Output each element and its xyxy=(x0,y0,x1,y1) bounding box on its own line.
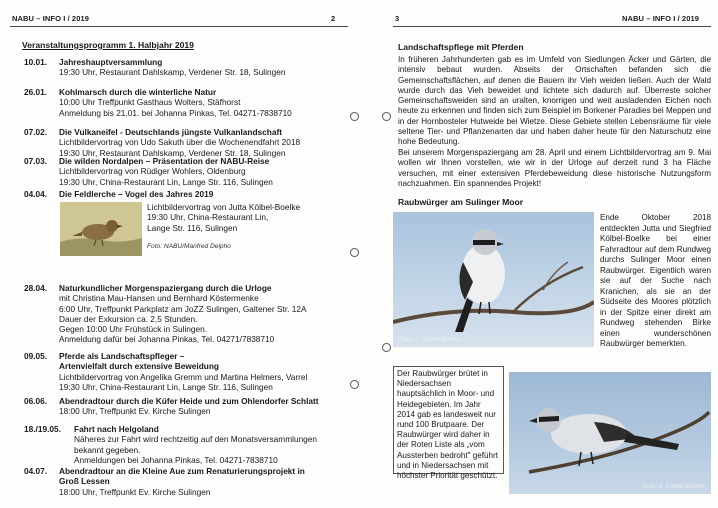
event-body xyxy=(59,57,354,78)
event-date: 06.06. xyxy=(24,396,48,406)
event-body xyxy=(59,351,354,392)
feldlerche-line-1: Lichtbildervortrag von Jutta Kölbel-Boelke xyxy=(147,202,301,212)
right-page xyxy=(359,0,718,508)
event-detail-line: 6:00 Uhr, Treffpunkt Parkplatz am JoZZ Sulingen, Galtener Str. 12A xyxy=(59,303,307,314)
event-detail-line: Anmeldung bis 21.01. bei Johanna Pinkas, Tel. 04271-7838710 xyxy=(59,107,292,118)
event-detail-line: Näheres zur Fahrt wird rechtzeitig auf den Monatsversammlungen xyxy=(74,434,318,445)
photo-2-caption: Foto: J. Kölbel-Boelke xyxy=(642,483,705,490)
event-body xyxy=(59,396,354,417)
event-detail-line: 18:00 Uhr, Treffpunkt Ev. Kirche Sulingen xyxy=(59,486,211,497)
event-detail-line: Gegen 10:00 Uhr Frühstück in Sulingen. xyxy=(59,324,208,335)
event-detail-line: Lichtbildervortrag von Angelika Gremm und Martina Helmers, Varrel xyxy=(59,371,308,382)
left-page-number: 2 xyxy=(331,14,336,23)
section-title-pferde: Landschaftspflege mit Pferden xyxy=(398,42,524,52)
raubwuerger-photo-2 xyxy=(509,372,711,494)
event-title: Abendradtour durch die Küfer Heide und zum Ohlendorfer Schlatt xyxy=(59,396,319,406)
event-body xyxy=(59,189,354,199)
feldlerche-caption: Foto: NABU/Manfred Delpho xyxy=(147,242,231,250)
event-detail-line: 19:30 Uhr, Restaurant Dahlskamp, Verdener Str. 18, Sulingen xyxy=(59,147,286,158)
event-date: 28.04. xyxy=(24,283,48,293)
program-title: Veranstaltungsprogramm 1. Halbjahr 2019 xyxy=(22,40,194,50)
binder-hole xyxy=(350,380,359,389)
event-date: 18./19.05. xyxy=(24,424,61,434)
raubwuerger-info-box: Der Raubwürger brütet in Niedersachsen hauptsächlich in Moor- und Heidegebieten. Im Jahr 2014 gab es landesweit nur rund 100 Brutpaare. Der Raubwürger wird daher in der Roten Liste als „vom Aussterben bedroht" geführt und in Niedersachsen mit höchster Priorität geschützt. xyxy=(393,366,504,474)
photo-1-caption: Foto: J. Kölbel-Boelke xyxy=(399,336,462,343)
event-body xyxy=(59,127,354,158)
feldlerche-photo xyxy=(60,202,142,256)
section-title-raubwuerger: Raubwürger am Sulinger Moor xyxy=(398,197,524,207)
event-date: 04.04. xyxy=(24,189,48,199)
event-date: 26.01. xyxy=(24,87,48,97)
event-detail-line: 10:00 Uhr Treffpunkt Gasthaus Wolters, Stäfhorst xyxy=(59,97,241,108)
event-date: 07.03. xyxy=(24,156,48,166)
pferde-paragraph-2: Bei unserem Morgenspaziergang am 28. April und einem Lichtbildervortrag am 9. Mai wollen wir Ihnen vorstellen, wie wir in der Urloge auf derzeit rund 3 ha Fläche versuchen, mit einer extensiven Pferdebeweidung diese historische Nutzungsform nachzuahmen. Ein spannendes Projekt! xyxy=(398,148,711,188)
event-date: 09.05. xyxy=(24,351,48,361)
event-detail-line: 18:00 Uhr, Treffpunkt Ev. Kirche Sulingen xyxy=(59,406,211,417)
left-page-header: NABU – INFO I / 2019 xyxy=(12,14,90,23)
header-rule xyxy=(393,26,711,27)
event-title: Abendradtour an die Kleine Aue zum Renaturierungsprojekt in xyxy=(59,466,305,476)
event-detail-line: Lichtbildervortrag von Rüdiger Wohlers, Oldenburg xyxy=(59,166,246,177)
event-detail-line: mit Christina Mau-Hansen und Bernhard Köstermenke xyxy=(59,293,259,304)
event-title: Pferde als Landschaftspfleger – xyxy=(59,351,185,361)
header-rule xyxy=(10,26,348,27)
event-date: 04.07. xyxy=(24,466,48,476)
event-detail-line: Dauer der Exkursion ca. 2,5 Stunden. xyxy=(59,313,198,324)
event-date: 07.02. xyxy=(24,127,48,137)
event-body xyxy=(59,283,354,345)
event-title: Die Vulkaneifel - Deutschlands jüngste Vulkanlandschaft xyxy=(59,127,282,137)
event-detail-line: 19:30 Uhr, China-Restaurant Lin, Lange Str. 116, Sulingen xyxy=(59,381,273,392)
binder-hole xyxy=(382,343,391,352)
event-title: Fahrt nach Helgoland xyxy=(74,424,159,434)
raubwuerger-side-text: Ende Oktober 2018 entdeckten Jutta und Siegfried Kölbel-Boelke bei einer Fahrradtour auf dem Rundweg durchs Sulinger Moor einen Raubwürger. Eigentlich waren sie auf der Suche nach Kranichen, als sie an der Südseite des Moores plötzlich in der Spitze einer direkt am Rundweg stehenden Birke einen wunderschönen Raubwürger bemerkten. xyxy=(600,213,711,348)
feldlerche-line-3: Lange Str. 116, Sulingen xyxy=(147,222,238,233)
binder-hole xyxy=(350,248,359,257)
feldlerche-details xyxy=(147,202,327,252)
event-title: Die wilden Nordalpen – Präsentation der NABU-Reise xyxy=(59,156,270,166)
event-title: Jahreshauptversammlung xyxy=(59,57,163,67)
binder-hole xyxy=(350,112,359,121)
event-detail-line: Anmeldung dafür bei Johanna Pinkas, Tel. 04271/7838710 xyxy=(59,334,275,345)
pferde-paragraph-1: In früheren Jahrhunderten gab es im Umfeld von Siedlungen Äcker und Gärten, die intensiv bebaut wurden. Abseits der Ortschaften befanden sich die Gemeinschaftsflächen, auf denen die Bauern ihr Vieh weiden ließen. Auch der Wald wurde durch das Vieh beweidet und lichtete sich dadurch auf. Überreste solcher Gemeinschaftsweiden sind an uralten, knorrigen und weit ausladenden Eichen noch heute zu erkennen und finden sich zum Beispiel im Borkener Paradies bei Meppen und in der Hornbosteler Hutweide bei Wietze. Diese Gebiete stellen Lebensräume für viele seltene Tier- und Pflanzenarten dar und haben daher heute für den Naturschutz eine hohe Bedeutung. xyxy=(398,55,711,147)
right-page-header: NABU – INFO I / 2019 xyxy=(622,14,700,23)
event-title-continued: Artenvielfalt durch extensive Beweidung xyxy=(59,361,219,372)
binder-hole xyxy=(382,112,391,121)
event-detail-line: 19:30 Uhr, Restaurant Dahlskamp, Verdener Str. 18, Sulingen xyxy=(59,67,286,78)
raubwuerger-photo-1 xyxy=(393,212,594,347)
event-body xyxy=(59,156,354,187)
event-title: Kohlmarsch durch die winterliche Natur xyxy=(59,87,217,97)
event-date: 10.01. xyxy=(24,57,48,67)
event-body xyxy=(74,424,369,465)
event-title: Die Feldlerche – Vogel des Jahres 2019 xyxy=(59,189,214,199)
event-title: Naturkundlicher Morgenspaziergang durch die Urloge xyxy=(59,283,272,293)
event-body xyxy=(59,466,354,497)
event-detail-line: Anmeldungen bei Johanna Pinkas, Tel. 04271-7838710 xyxy=(74,454,278,465)
right-page-number: 3 xyxy=(395,14,400,23)
event-detail-line: 19:30 Uhr, China-Restaurant Lin, Lange Str. 116, Sulingen xyxy=(59,176,273,187)
event-title-continued: Groß Lessen xyxy=(59,476,110,487)
event-detail-line: bekannt gegeben. xyxy=(74,444,141,455)
event-body xyxy=(59,87,354,118)
event-detail-line: Lichtbildervortrag von Udo Sakuth über die Wochenendfahrt 2018 xyxy=(59,137,301,148)
feldlerche-line-2: 19:30 Uhr, China-Restaurant Lin, xyxy=(147,212,269,223)
